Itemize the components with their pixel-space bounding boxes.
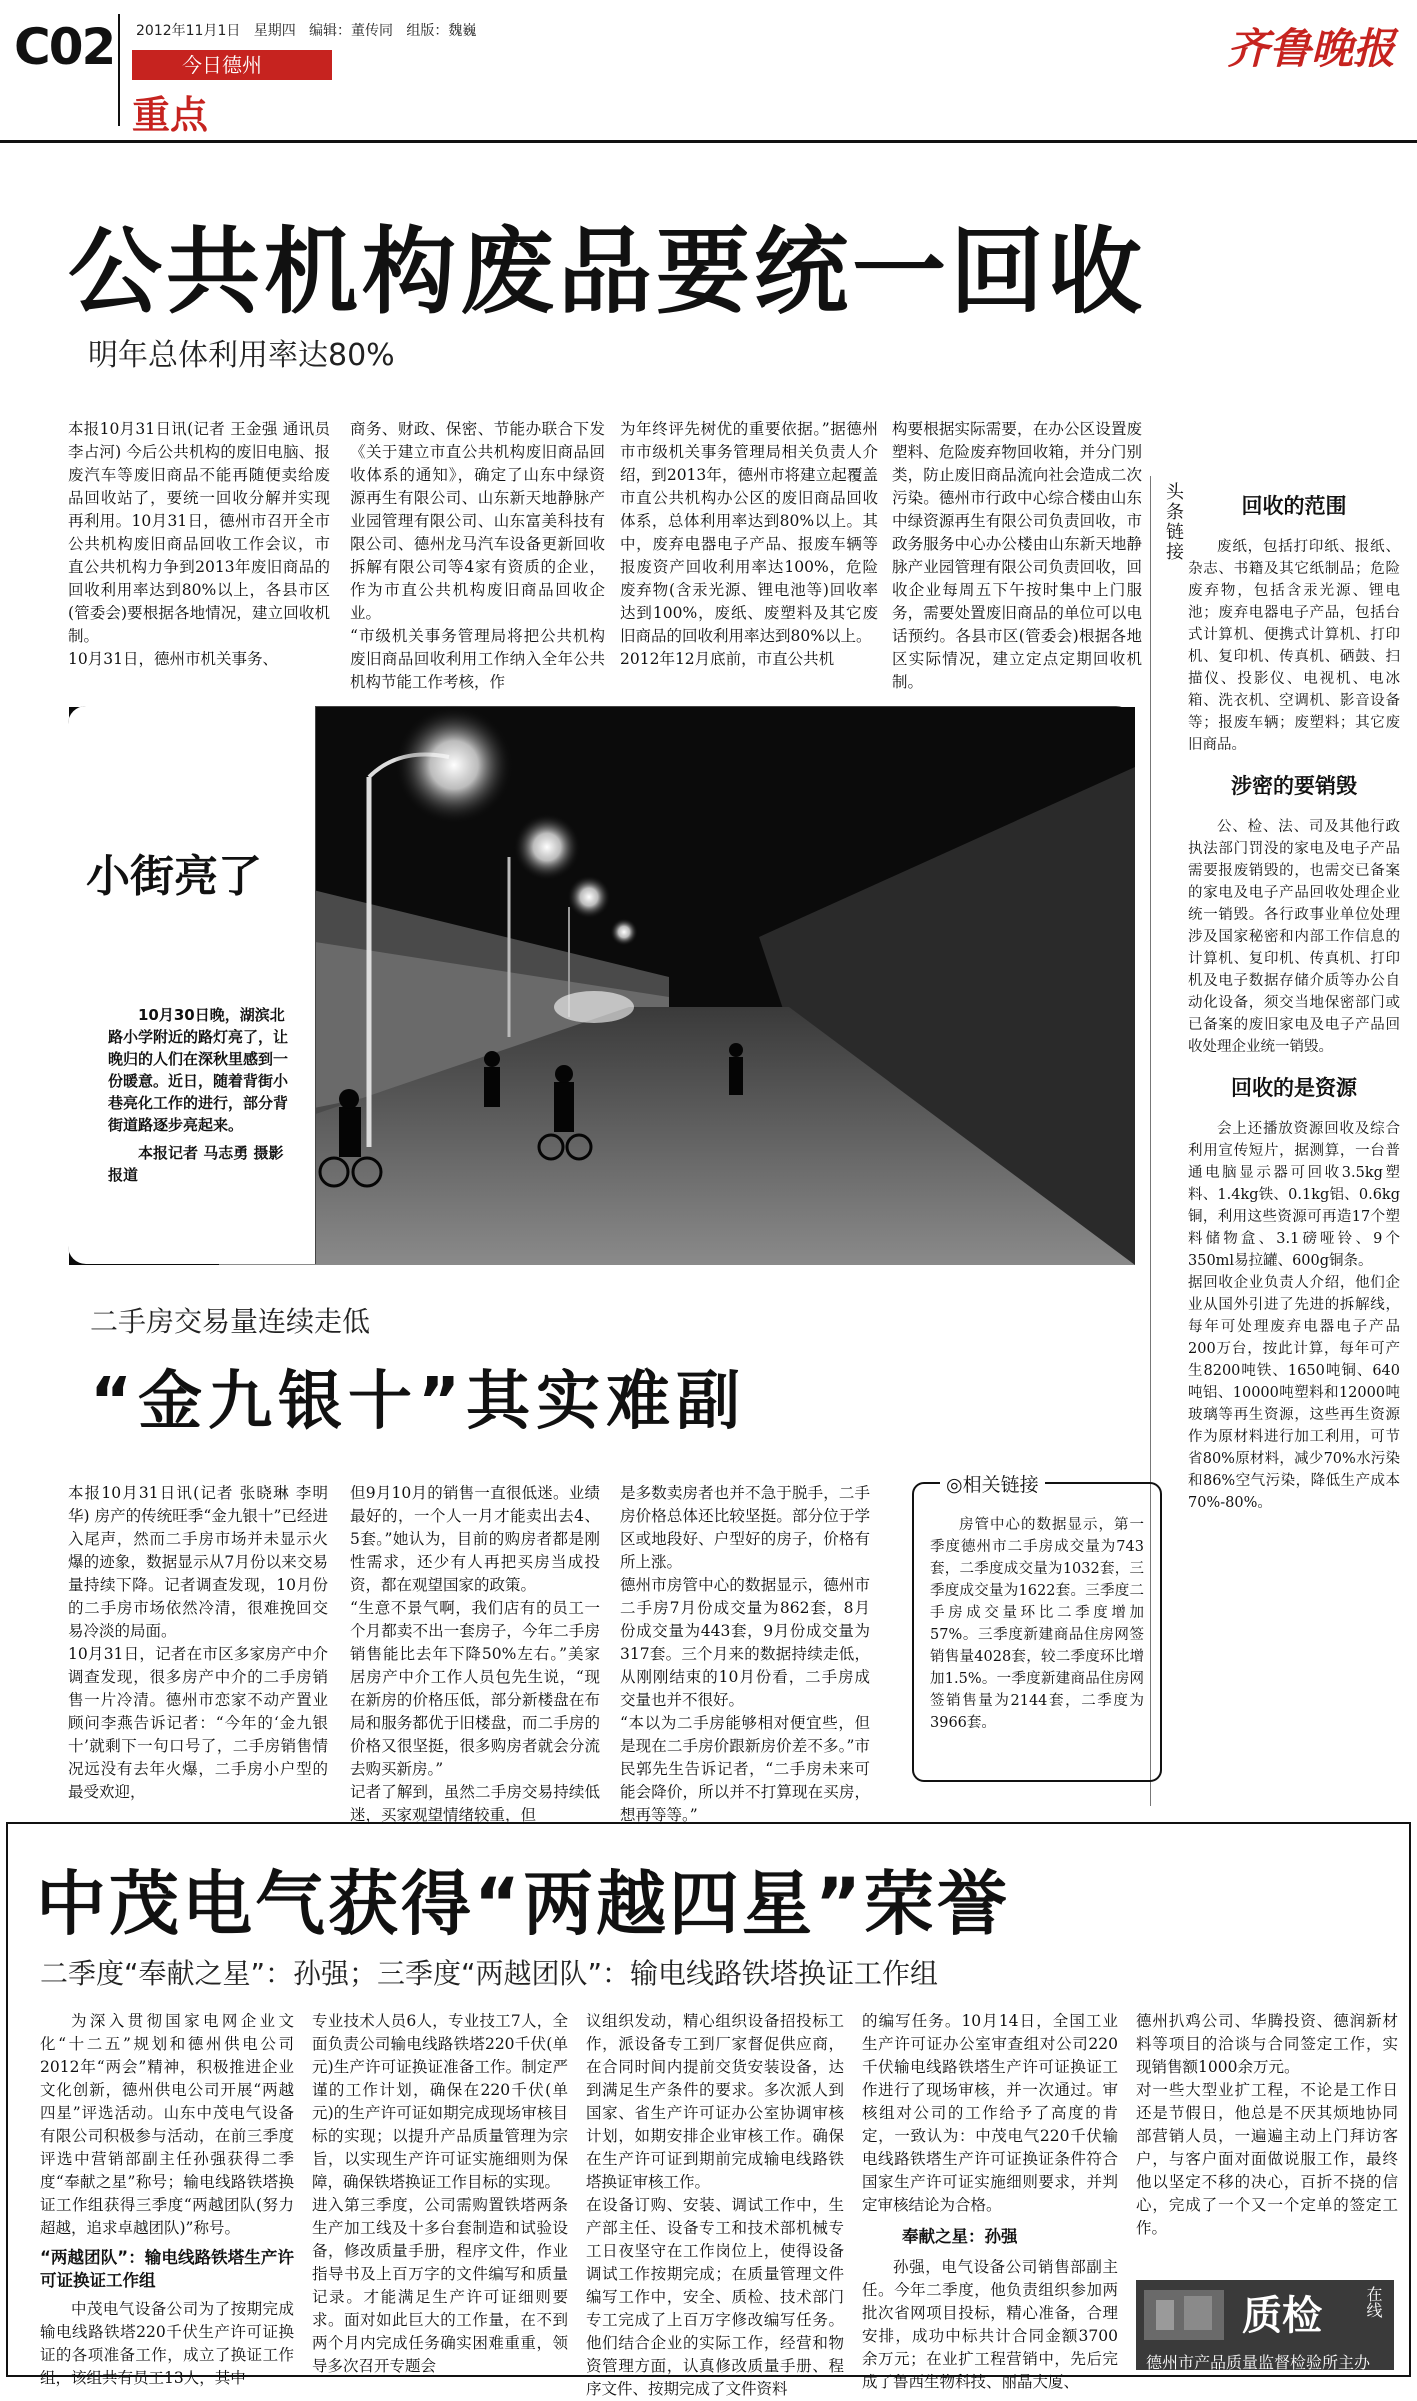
article-housing-col3: 是多数卖房者也并不急于脱手，二手房价格总体还比较坚挺。部分位于学区或地段好、户型好的房子，价格有所上涨。 德州市房管中心的数据显示，德州市二手房7月份成交量为862套，8月份成交量为443套，9月份成交量为317套。三个月来的数据持续走低，从刚刚结束的10月份看，二手房成交量也并不很好。 “本以为二手房能够相对便宜些，但是现在二手房价跟新房价差不多。”市民郭先生告诉记者，“二手房未来可能会降价，所以并不打算现在买房，想再等等。” bbox=[620, 1484, 870, 1824]
headline-recycling: 公共机构废品要统一回收 bbox=[68, 218, 1147, 327]
header-rule bbox=[0, 140, 1417, 143]
article-award-intro: 为深入贯彻国家电网企业文化“十二五”规划和德州供电公司2012年“两会”精神，积极推进企业文化创新，德州供电公司开展“两越四星”评选活动。山东中茂电气设备有限公司积极参与活动，在前三季度评选中营销部副主任孙强获得二季度“奉献之星”称号；输电线路铁塔换证工作组获得三季度“两越团队(努力超越，追求卓越团队)”称号。 bbox=[40, 2012, 294, 2237]
article-award-col3: 议组织发动，精心组织设备招投标工作，派设备专工到厂家督促供应商，在合同时间内提前交货安装设备，达到满足生产条件的要求。多次派人到国家、省生产许可证办公室协调审核计划，如期安排企业审核工作。确保在生产许可证到期前完成输电线路铁塔换证审核工作。 在设备订购、安装、调试工作中，生产部主任、设备专工和技术部机械专工日夜坚守在工作岗位上，使得设备调试工作按期完成；在质量管理文件编写工作中，安全、质检、技术部门专工完成了上百万字修改编写任务。他们结合企业的实际工作，经营和物资管理方面，认真修改质量手册、程序文件、按期完成了文件资料 bbox=[586, 2012, 844, 2398]
subhead-housing: 二手房交易量连续走低 bbox=[90, 1305, 371, 1338]
newspaper-logo: 齐鲁晚报 bbox=[1226, 24, 1395, 73]
related-links-box bbox=[912, 1482, 1162, 1782]
sidebar-text-resource: 会上还播放资源回收及综合利用宣传短片，据测算，一台普通电脑显示器可回收3.5kg塑料、1.4kg铁、0.1kg铝、0.6kg铜，利用这些资源可再造17个塑料储物盒、3.1磅哑铃、9个350ml易拉罐、600g铜条。 据回收企业负责人介绍，他们企业从国外引进了先进的拆解线，每年可处理废弃电器电子产品200万台，按此计算，每年可产生8200吨铁、1650吨铜、640吨铝、10000吨塑料和12000吨玻璃等再生资源，这些再生资源作为原材料进行加工利用，可节省80%原材料，减少70%水污染和86%空气污染，降低生产成本70%-80%。 bbox=[1188, 1121, 1400, 1511]
article-recycling-col2: 商务、财政、保密、节能办联合下发《关于建立市直公共机构废旧商品回收体系的通知》，确定了山东中绿资源再生有限公司、山东新天地静脉产业园管理有限公司、山东富美科技有限公司、德州龙马汽车设备更新回收拆解有限公司等4家有资质的企业，作为市直公共机构废旧商品回收企业。 “市级机关事务管理局将把公共机构废旧商品回收利用工作纳入全年公共机构节能工作考核，作 bbox=[350, 420, 605, 691]
article-award-col4 bbox=[862, 2010, 1118, 2391]
sidebar-text-destroy: 公、检、法、司及其他行政执法部门罚没的家电及电子产品需要报废销毁的，也需交已备案的家电及电子产品回收处理企业统一销毁。各行政事业单位处理涉及国家秘密和内部工作信息的计算机、复印机、传真机、打印机及电子数据存储介质等办公自动化设备，须交当地保密部门或已备案的废旧家电及电子产品回收处理企业统一销毁。 bbox=[1188, 819, 1400, 1055]
article-award-col5: 德州扒鸡公司、华腾投资、德润新材料等项目的洽谈与合同签定工作，实现销售额1000余万元。 对一些大型业扩工程，不论是工作日还是节假日，他总是不厌其烦地协同部营销人员，一遍遍主动上门拜访客户，与客户面对面做说服工作，最终他以坚定不移的决心，百折不挠的信心，完成了一个又一个定单的签定工作。 bbox=[1136, 2012, 1398, 2237]
subhead-recycling: 明年总体利用率达80% bbox=[88, 338, 395, 373]
quality-inspection-title: 质检 bbox=[1242, 2293, 1322, 2339]
sidebar-heading-destroy: 涉密的要销毁 bbox=[1231, 774, 1357, 798]
photo-caption bbox=[108, 1004, 298, 1186]
article-award-col2: 专业技术人员6人，专业技工7人，全面负责公司输电线路铁塔220千伏(单元)生产许可证换证准备工作。制定严谨的工作计划，确保在220千伏(单元)的生产许可证如期完成现场审核目标的实现；以提升产品质量管理为宗旨，以实现生产许可证实施细则为保障，确保铁塔换证工作目标的实现。 进入第三季度，公司需购置铁塔两条生产加工线及十多台套制造和试验设备，修改质量手册，程序文件，作业指导书及上百万字的文件编写和质量记录。才能满足生产许可证细则要求。面对如此巨大的工作量，在不到两个月内完成任务确实困难重重，领导多次召开专题会 bbox=[312, 2012, 568, 2375]
headline-award: 中茂电气获得“两越四星”荣誉 bbox=[36, 1863, 1011, 1945]
subhead-award: 二季度“奉献之星”：孙强；三季度“两越团队”：输电线路铁塔换证工作组 bbox=[40, 1957, 939, 1990]
article-recycling-col4: 构要根据实际需要，在办公区设置废塑料、危险废弃物回收箱，并分门别类，防止废旧商品流向社会造成二次污染。德州市行政中心综合楼由山东中绿资源再生有限公司负责回收，市政务服务中心办公楼由山东新天地静脉产业园管理有限公司负责回收，回收企业每周五下午按时集中上门服务，需要处置废旧商品的单位可以电话预约。各县市区(管委会)根据各地区实际情况，建立定点定期回收机制。 bbox=[892, 420, 1142, 691]
header-divider bbox=[118, 14, 120, 126]
related-links-text: 房管中心的数据显示，第一季度德州市二手房成交量为743套，二季度成交量为1032套，三季度成交量为1622套。三季度二手房成交量环比二季度增加57%。三季度新建商品住房网签销售量4028套，较二季度环比增加1.5%。一季度新建商品住房网签销售量为2144套，二季度为3966套。 bbox=[930, 1517, 1144, 1731]
article-award-star-text: 孙强，电气设备公司销售部副主任。今年二季度，他负责组织参加两批次省网项目投标，精心准备，合理安排，成功中标共计合同金额3700余万元；在业扩工程营销中，先后完成了鲁西生物科技、丽晶大厦、 bbox=[862, 2258, 1118, 2391]
sidebar-label: 头条链接 bbox=[1163, 482, 1184, 562]
sidebar-links bbox=[1188, 476, 1400, 1524]
sidebar-heading-resource: 回收的是资源 bbox=[1231, 1076, 1357, 1100]
related-links-title-text: 相关链接 bbox=[962, 1474, 1039, 1496]
sidebar-text-scope: 废纸，包括打印纸、报纸、杂志、书籍及其它纸制品；危险废弃物，包括含汞光源、锂电池；废弃电器电子产品，包括台式计算机、便携式计算机、打印机、复印机、传真机、硒鼓、扫描仪、投影仪、电视机、电冰箱、洗衣机、空调机、影音设备等；报废车辆；废塑料；其它废旧商品。 bbox=[1188, 539, 1400, 753]
quality-inspection-caption: 德州市产品质量监督检验所主办 bbox=[1146, 2353, 1371, 2372]
article-recycling-col3: 为年终评先树优的重要依据。”据德州市市级机关事务管理局相关负责人介绍，到2013年，德州市将建立起覆盖市直公共机构办公区的废旧商品回收体系，总体利用率达到80%以上。其中，废弃电器电子产品、报废车辆等报废资产回收利用率达100%，危险废弃物(含汞光源、锂电池等)回收率达到100%，废纸、废塑料及其它废旧商品的回收利用率达到80%以上。 2012年12月底前，市直公共机 bbox=[620, 420, 878, 668]
section-tag: 今日德州 bbox=[132, 50, 332, 80]
article-award-star-subhead: 奉献之星：孙强 bbox=[902, 2227, 1018, 2246]
article-award-team-text: 中茂电气设备公司为了按期完成输电线路铁塔220千伏生产许可证换证的各项准备工作，成立了换证工作组，该组共有员工13人，其中 bbox=[40, 2300, 294, 2387]
article-award-approval-text: 的编写任务。10月14日，全国工业生产许可证办公室审查组对公司220千伏输电线路铁塔生产许可证换证工作进行了现场审核，并一次通过。审核组对公司的工作给予了高度的肯定，一致认为：中茂电气220千伏输电线路铁塔生产许可证换证条件符合国家生产许可证实施细则要求，并判定审核结论为合格。 bbox=[862, 2012, 1118, 2214]
article-award-col1 bbox=[40, 2010, 294, 2387]
headline-housing: “金九银十”其实难副 bbox=[90, 1365, 747, 1439]
article-recycling-col1: 本报10月31日讯(记者 王金强 通讯员 李占河) 今后公共机构的废旧电脑、报废汽车等废旧商品不能再随便卖给废品回收站了，要统一回收分解并实现再利用。10月31日，德州市召开全市公共机构废旧商品回收工作会议，市直公共机构力争到2013年废旧商品的回收利用率达到80%以上，各县市区(管委会)要根据各地情况，建立回收机制。 10月31日，德州市机关事务、 bbox=[68, 420, 330, 668]
quality-inspection-subtitle: 在线 bbox=[1364, 2286, 1383, 2318]
related-links-title: ◎相关链接 bbox=[940, 1470, 1045, 1497]
photo-title: 小街亮了 bbox=[86, 851, 262, 902]
photo-credit: 本报记者 马志勇 摄影报道 bbox=[108, 1144, 284, 1184]
article-housing-col1: 本报10月31日讯(记者 张晓琳 李明华) 房产的传统旺季“金九银十”已经进入尾声，然而二手房市场并未显示火爆的迹象，数据显示从7月份以来交易量持续下降。记者调查发现，10月份的二手房市场依然冷清，很难挽回交易冷淡的局面。 10月31日，记者在市区多家房产中介调查发现，很多房产中介的二手房销售一片冷清。德州市恋家不动产置业顾问李燕告诉记者：“今年的‘金九银十’就剩下一句口号了，二手房销售情况远没有去年火爆，二手房小户型的最受欢迎， bbox=[68, 1484, 328, 1801]
section-title: 重点 bbox=[132, 93, 209, 137]
page-number: C02 bbox=[14, 18, 115, 76]
article-award-team-subhead: “两越团队”：输电线路铁塔生产许可证换证工作组 bbox=[40, 2248, 294, 2290]
article-housing-col2: 但9月10月的销售一直很低迷。业绩最好的，一个人一月才能卖出去4、5套。”她认为，目前的购房者都是刚性需求，还少有人再把买房当成投资，都在观望国家的政策。 “生意不景气啊，我们店有的员工一个月都卖不出一套房子，今年二手房销售能比去年下降50%左右。”美家居房产中介工作人员包先生说，“现在新房的价格压低，部分新楼盘在布局和服务都优于旧楼盘，而二手房的价格又很坚挺，很多购房者就会分流去购买新房。” 记者了解到，虽然二手房交易持续低迷，买家观望情绪较重，但 bbox=[350, 1484, 600, 1824]
sidebar-heading-scope: 回收的范围 bbox=[1241, 494, 1347, 518]
photo-caption-text: 10月30日晚，湖滨北路小学附近的路灯亮了，让晚归的人们在深秋里感到一份暖意。近日，随着背街小巷亮化工作的进行，部分背街道路逐步亮起来。 bbox=[108, 1006, 289, 1134]
issue-meta: 2012年11月1日 星期四 编辑：董传同 组版：魏巍 bbox=[136, 23, 477, 39]
